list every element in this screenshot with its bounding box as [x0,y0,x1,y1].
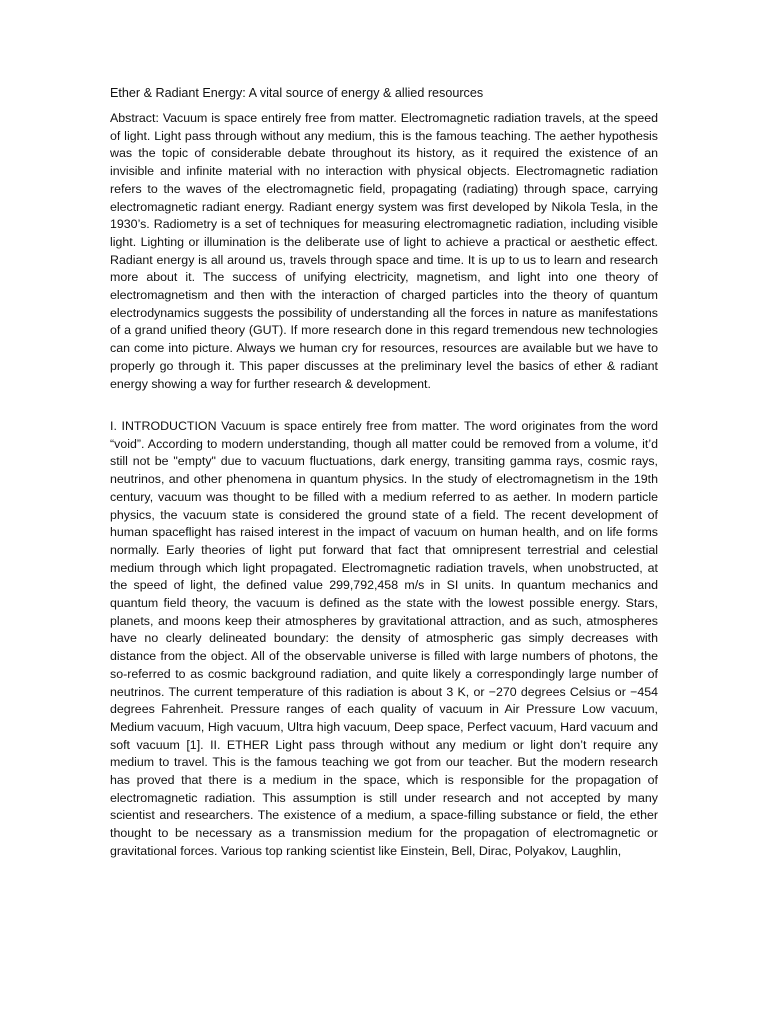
document-content [110,84,658,858]
document-title: Ether & Radiant Energy: A vital source of energy & allied resources [110,86,484,100]
introduction-paragraph: I. INTRODUCTION Vacuum is space entirely free from matter. The word originates from the word “void”. According to modern understanding, though all matter could be removed from a volume, it’d still not be "empty" due to vacuum fluctuations, dark energy, transiting gamma rays, cosmic rays, neutrinos, and other phenomena in quantum physics. In the study of electromagnetism in the 19th century, vacuum was thought to be filled with a medium referred to as aether. In modern particle physics, the vacuum state is considered the ground state of a field. The recent development of human spaceflight has raised interest in the impact of vacuum on human health, and on life forms normally. Early theories of light put forward that fact that omnipresent terrestrial and celestial medium through which light propagated. Electromagnetic radiation travels, when unobstructed, at the speed of light, the defined value 299,792,458 m/s in SI units. In quantum mechanics and quantum field theory, the vacuum is defined as the state with the lowest possible energy. Stars, planets, and moons keep their atmospheres by gravitational attraction, and as such, atmospheres have no clearly delineated boundary: the density of atmospheric gas simply decreases with distance from the object. All of the observable universe is filled with large numbers of photons, the so-referred to as cosmic background radiation, and quite likely a correspondingly large number of neutrinos. The current temperature of this radiation is about 3 K, or −270 degrees Celsius or −454 degrees Fahrenheit. Pressure ranges of each quality of vacuum in Air Pressure Low vacuum, Medium vacuum, High vacuum, Ultra high vacuum, Deep space, Perfect vacuum, Hard vacuum and soft vacuum [1]. II. ETHER Light pass through without any medium or light don’t require any medium to travel. This is the famous teaching we got from our teacher. But the modern research has proved that there is a medium in the space, which is responsible for the propagation of electromagnetic radiation. This assumption is still under research and not accepted by many scientist and researchers. The existence of a medium, a space-filling substance or field, the ether thought to be necessary as a transmission medium for the propagation of electromagnetic or gravitational forces. Various top ranking scientist like Einstein, Bell, Dirac, Polyakov, Laughlin, [110,419,658,858]
abstract-paragraph: Abstract: Vacuum is space entirely free from matter. Electromagnetic radiation travels, at the speed of light. Light pass through without any medium, this is the famous teaching. The aether hypothesis was the topic of considerable debate throughout its history, as it required the existence of an invisible and infinite material with no interaction with physical objects. Electromagnetic radiation refers to the waves of the electromagnetic field, propagating (radiating) through space, carrying electromagnetic radiant energy. Radiant energy system was first developed by Nikola Tesla, in the 1930’s. Radiometry is a set of techniques for measuring electromagnetic radiation, including visible light. Lighting or illumination is the deliberate use of light to achieve a practical or aesthetic effect. Radiant energy is all around us, travels through space and time. It is up to us to learn and research more about it. The success of unifying electricity, magnetism, and light into one theory of electromagnetism and then with the interaction of charged particles into the theory of quantum electrodynamics suggests the possibility of understanding all the forces in nature as manifestations of a grand unified theory (GUT). If more research done in this regard tremendous new technologies can come into picture. Always we human cry for resources, resources are available but we have to properly go through it. This paper discusses at the preliminary level the basics of ether & radiant energy showing a way for further research & development. [110,111,658,391]
